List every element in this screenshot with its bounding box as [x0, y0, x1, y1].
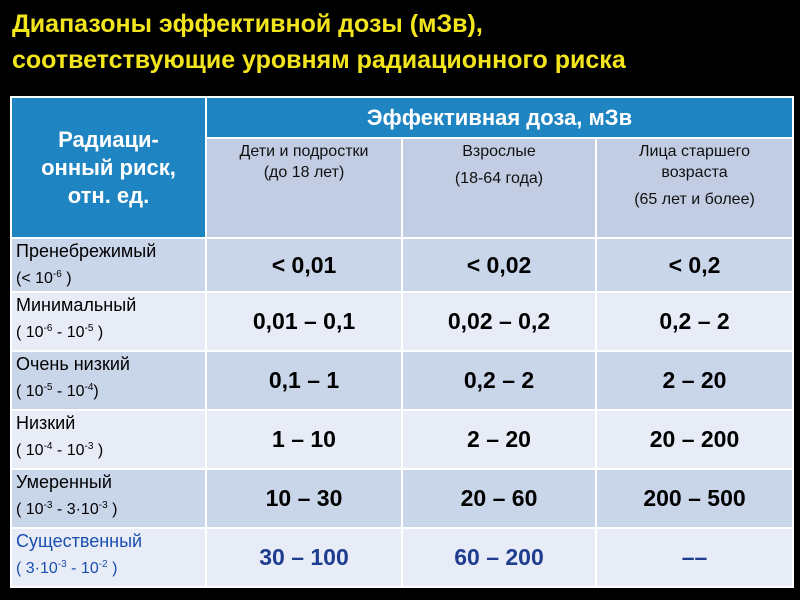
- elderly-dose-cell: 20 – 200: [596, 410, 793, 469]
- children-header-line-2: (до 18 лет): [263, 164, 345, 181]
- risk-range: [16, 558, 205, 580]
- risk-range: [16, 322, 205, 344]
- range-text: - 10: [52, 324, 85, 341]
- dose-header-cell: Эффективная доза, мЗв: [206, 97, 793, 138]
- children-header-cell: [206, 138, 402, 238]
- slide-title: [12, 6, 792, 78]
- elderly-dose-cell: < 0,2: [596, 238, 793, 292]
- range-exponent: -6: [52, 269, 62, 280]
- children-dose-cell: 10 – 30: [206, 469, 402, 528]
- risk-range: [16, 440, 205, 462]
- range-exponent: -3: [84, 441, 94, 452]
- range-text: ): [107, 501, 118, 518]
- title-line-1: Диапазоны эффективной дозы (мЗв),: [12, 10, 483, 38]
- adults-dose-cell: 20 – 60: [402, 469, 596, 528]
- risk-level-label: Пренебрежимый: [16, 241, 157, 261]
- table-row: [11, 292, 793, 351]
- risk-range: [16, 499, 205, 521]
- range-exponent: -4: [84, 382, 94, 393]
- elderly-header-line-1: Лица старшего: [639, 143, 751, 160]
- range-text: ): [107, 560, 118, 577]
- table-row: [11, 528, 793, 587]
- range-text: ( 10: [16, 442, 44, 459]
- range-exponent: -5: [84, 323, 94, 334]
- children-dose-cell: 0,1 – 1: [206, 351, 402, 410]
- risk-range: [16, 381, 205, 403]
- adults-dose-cell: 0,2 – 2: [402, 351, 596, 410]
- range-text: ): [61, 270, 72, 287]
- adults-dose-cell: 60 – 200: [402, 528, 596, 587]
- table-row: [11, 469, 793, 528]
- range-exponent: -3: [98, 500, 108, 511]
- range-text: ( 10: [16, 383, 44, 400]
- risk-header-cell: [11, 97, 206, 238]
- risk-level-label: Существенный: [16, 531, 143, 551]
- range-exponent: -3: [43, 500, 53, 511]
- range-exponent: -6: [43, 323, 53, 334]
- children-dose-cell: 1 – 10: [206, 410, 402, 469]
- risk-level-cell: [11, 238, 206, 292]
- elderly-header-cell: [596, 138, 793, 238]
- range-text: ): [93, 442, 104, 459]
- range-exponent: -3: [57, 559, 67, 570]
- adults-dose-cell: < 0,02: [402, 238, 596, 292]
- risk-level-label: Минимальный: [16, 295, 137, 315]
- elderly-header-line-2: возраста: [661, 164, 728, 181]
- adults-header-cell: [402, 138, 596, 238]
- elderly-dose-cell: ––: [596, 528, 793, 587]
- title-line-2: соответствующие уровням радиационного риска: [12, 46, 626, 74]
- risk-level-cell: [11, 292, 206, 351]
- range-text: ( 3·10: [16, 560, 58, 577]
- elderly-header-line-3: (65 лет и более): [634, 191, 755, 208]
- dose-risk-table: [10, 96, 794, 588]
- range-text: - 10: [66, 560, 99, 577]
- elderly-dose-cell: 0,2 – 2: [596, 292, 793, 351]
- children-header-line-1: Дети и подростки: [239, 143, 369, 160]
- elderly-dose-cell: 2 – 20: [596, 351, 793, 410]
- range-text: ( 10: [16, 324, 44, 341]
- range-text: ): [93, 383, 99, 400]
- table-row: [11, 238, 793, 292]
- range-text: - 10: [52, 442, 85, 459]
- risk-range: [16, 268, 205, 290]
- elderly-dose-cell: 200 – 500: [596, 469, 793, 528]
- range-text: - 10: [52, 383, 85, 400]
- range-exponent: -4: [43, 441, 53, 452]
- risk-level-label: Очень низкий: [16, 354, 130, 374]
- range-text: - 3·10: [52, 501, 99, 518]
- risk-level-cell: [11, 469, 206, 528]
- range-text: ): [93, 324, 104, 341]
- range-exponent: -2: [98, 559, 108, 570]
- risk-level-label: Умеренный: [16, 472, 112, 492]
- children-dose-cell: 0,01 – 0,1: [206, 292, 402, 351]
- risk-level-label: Низкий: [16, 413, 76, 433]
- risk-level-cell: [11, 528, 206, 587]
- children-dose-cell: < 0,01: [206, 238, 402, 292]
- table-row: [11, 410, 793, 469]
- risk-header-line-1: Радиаци-: [58, 126, 159, 152]
- risk-level-cell: [11, 351, 206, 410]
- adults-header-line-2: (18-64 года): [454, 170, 544, 187]
- risk-level-cell: [11, 410, 206, 469]
- risk-header-line-3: отн. ед.: [67, 182, 150, 208]
- table-row: [11, 351, 793, 410]
- range-exponent: -5: [43, 382, 53, 393]
- range-text: ( 10: [16, 501, 44, 518]
- header-row: [11, 97, 793, 138]
- adults-dose-cell: 2 – 20: [402, 410, 596, 469]
- children-dose-cell: 30 – 100: [206, 528, 402, 587]
- adults-dose-cell: 0,02 – 0,2: [402, 292, 596, 351]
- adults-header-line-1: Взрослые: [462, 143, 536, 160]
- risk-header-line-2: онный риск,: [41, 154, 176, 180]
- range-text: (< 10: [16, 270, 53, 287]
